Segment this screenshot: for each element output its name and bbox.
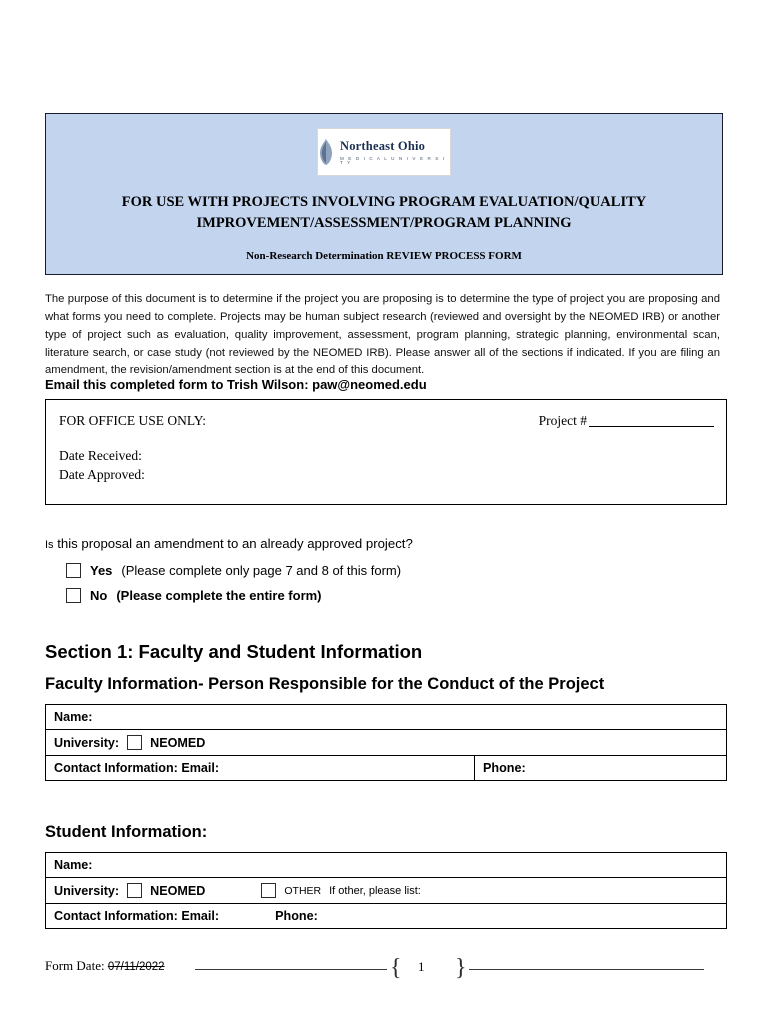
form-date [45,958,165,974]
form-date-value: 07/11/2022 [107,961,165,973]
faculty-phone-cell[interactable] [475,756,727,781]
student-university-cell[interactable] [46,878,727,904]
flame-icon [318,138,334,166]
amendment-yes-row[interactable] [66,563,401,578]
faculty-name-cell[interactable] [46,705,727,730]
amendment-yes-note: (Please complete only page 7 and 8 of this form) [121,563,402,578]
amendment-no-note: (Please complete the entire form) [116,588,322,603]
faculty-name-label: Name: [54,710,93,724]
brace-right-icon: } [455,955,467,981]
faculty-email-cell[interactable] [46,756,475,781]
project-number-blank[interactable] [589,413,714,427]
checkbox-faculty-neomed[interactable] [127,735,142,750]
section1-heading: Section 1: Faculty and Student Information [45,641,423,662]
student-other-note: If other, please list: [329,884,421,897]
page-footer [45,955,727,981]
faculty-university-label: University: [54,735,120,750]
student-university-option-other: OTHER [284,884,322,897]
page-number: 1 [418,959,425,974]
brace-left-icon: { [390,955,402,981]
student-name-label: Name: [54,858,93,872]
banner-title-line2: IMPROVEMENT/ASSESSMENT/PROGRAM PLANNING [196,215,572,232]
table-row [46,705,727,730]
banner-title-line1: FOR USE WITH PROJECTS INVOLVING PROGRAM EVALUATION/QUALITY [121,194,647,210]
student-phone-label: Phone: [275,909,318,923]
faculty-contact-email-label: Contact Information: Email: [54,761,220,775]
logo-text [340,138,450,166]
student-info-heading: Student Information: [45,823,208,841]
table-row [46,853,727,878]
project-number-field[interactable] [539,413,714,429]
banner-subtitle: Non-Research Determination REVIEW PROCESS FORM [246,250,522,263]
amendment-question-lead: Is [45,539,54,551]
student-information-table [45,852,727,929]
header-banner [45,113,723,275]
student-contact-cell[interactable] [46,904,727,929]
faculty-university-cell[interactable] [46,730,727,756]
office-use-top-row [59,413,714,429]
faculty-phone-label: Phone: [483,761,526,775]
intro-paragraph: The purpose of this document is to determine if the project you are proposing is to determine the type of project you are proposing and what forms you need to complete. Projects may be human subject research (reviewed and oversight by the NEOMED IRB) or another type of project such as evaluation, quality improvement, assessment, program planning, strategic planning, environmental scan, literature search, or case study (not reviewed by the NEOMED IRB). Please answer all of the sections if indicated. If you are filing an amendment, the revision/amendment section is at the end of this document. [45,293,720,377]
student-university-label: University: [54,883,120,898]
neomed-logo [317,128,451,176]
office-use-title: FOR OFFICE USE ONLY: [59,413,207,428]
logo-subtitle: M E D I C A L U N I V E R S I T Y [340,155,446,166]
checkbox-amendment-yes[interactable] [66,563,81,578]
footer-rule-right [469,969,704,970]
student-contact-email-label: Contact Information: Email: [54,909,220,923]
checkbox-amendment-no[interactable] [66,588,81,603]
table-row [46,878,727,904]
amendment-no-label: No [90,588,108,603]
footer-rule-left [195,969,387,970]
faculty-information-table [45,704,727,781]
table-row [46,904,727,929]
amendment-question-text: this proposal an amendment to an already approved project? [53,536,413,551]
logo-title: Northeast Ohio [340,138,426,153]
student-university-option-neomed: NEOMED [150,883,206,898]
date-approved-label: Date Approved: [59,467,145,482]
email-instruction: Email this completed form to Trish Wilson: paw@neomed.edu [45,377,427,392]
amendment-yes-label: Yes [90,563,113,578]
table-row [46,730,727,756]
checkbox-student-neomed[interactable] [127,883,142,898]
table-row [46,756,727,781]
date-received-label: Date Received: [59,448,142,463]
faculty-info-heading: Faculty Information- Person Responsible for the Conduct of the Project [45,675,605,693]
form-date-label: Form Date: [45,958,105,973]
office-use-box [45,399,727,505]
faculty-university-option-neomed: NEOMED [150,735,206,750]
checkbox-student-other[interactable] [261,883,276,898]
amendment-question [45,536,413,551]
amendment-no-row[interactable] [66,588,322,603]
student-name-cell[interactable] [46,853,727,878]
project-number-label: Project # [538,413,587,428]
